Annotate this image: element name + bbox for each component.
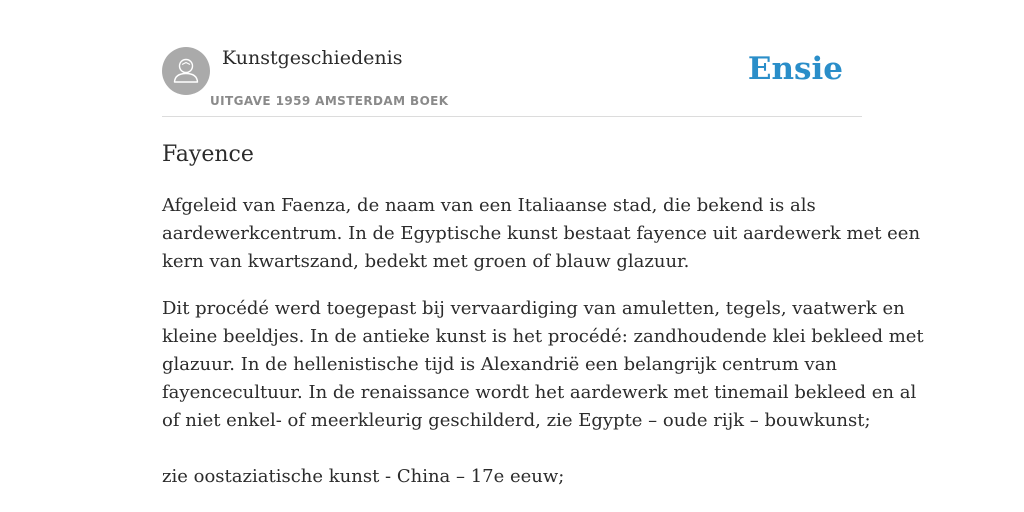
avatar-silhouette-icon	[162, 47, 210, 95]
paragraph-line: Dit procédé werd toegepast bij vervaardiging van amuletten, tegels, vaatwerk en	[162, 298, 905, 319]
paragraph-1	[162, 192, 921, 276]
paragraph-3	[162, 463, 862, 491]
paragraph-line: zie oostaziatische kunst - China – 17e eeuw;	[162, 466, 565, 487]
paragraph-line: fayencecultuur. In de renaissance wordt het aardewerk met tinemail bekleed en al	[162, 382, 917, 403]
paragraph-line: aardewerkcentrum. In de Egyptische kunst bestaat fayence uit aardewerk met een	[162, 223, 921, 244]
paragraph-line: kern van kwartszand, bedekt met groen of blauw glazuur.	[162, 251, 690, 272]
paragraph-line: kleine beeldjes. In de antieke kunst is het procédé: zandhoudende klei bekleed met	[162, 326, 924, 347]
paragraph-line: Afgeleid van Faenza, de naam van een Italiaanse stad, die bekend is als	[162, 195, 816, 216]
entry-title: Fayence	[162, 142, 254, 167]
ensie-logo[interactable]: Ensie	[747, 51, 843, 87]
header	[162, 0, 862, 117]
paragraph-line: of niet enkel- of meerkleurig geschilderd, zie Egypte – oude rijk – bouwkunst;	[162, 410, 871, 431]
user-avatar-icon[interactable]	[162, 47, 210, 95]
page	[162, 0, 924, 487]
book-title-link[interactable]: Kunstgeschiedenis	[222, 47, 403, 69]
edition-subtitle: UITGAVE 1959 AMSTERDAM BOEK	[210, 94, 449, 108]
paragraph-line: glazuur. In de hellenistische tijd is Alexandrië een belangrijk centrum van	[162, 354, 838, 375]
paragraph-2	[162, 295, 924, 435]
